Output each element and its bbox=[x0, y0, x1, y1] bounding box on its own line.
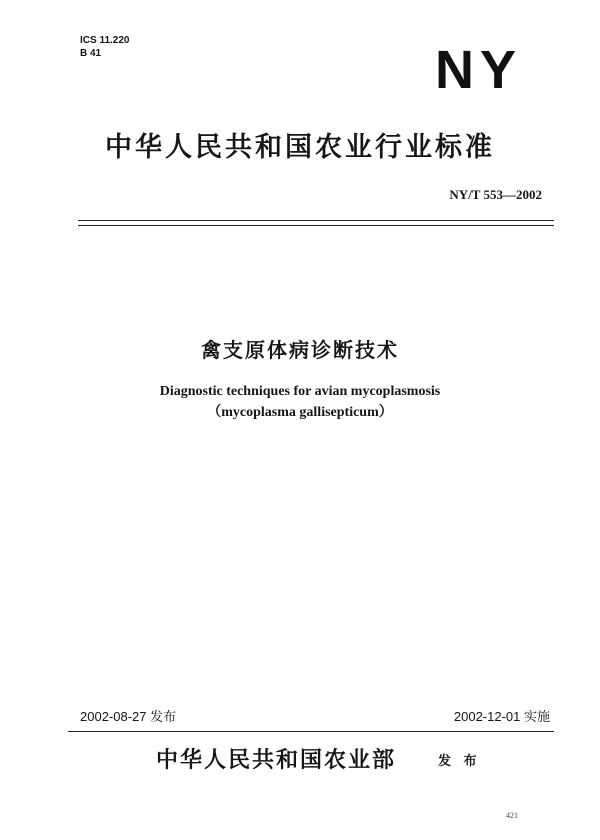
ccs-code: B 41 bbox=[80, 48, 102, 59]
ny-logo: NY bbox=[434, 40, 522, 100]
header-rule-thin bbox=[78, 225, 554, 226]
publish-label: 发 布 bbox=[438, 754, 481, 769]
effective-date: 2002-12-01 实施 bbox=[453, 709, 550, 724]
classification-codes bbox=[80, 34, 129, 60]
header-rule-thick bbox=[78, 220, 554, 221]
document-title-zh: 禽支原体病诊断技术 bbox=[201, 338, 399, 362]
page-number: 421 bbox=[506, 811, 518, 820]
document-subtitle-en: （mycoplasma gallisepticum） bbox=[207, 405, 393, 420]
issue-date: 2002-08-27 发布 bbox=[80, 709, 177, 724]
footer-rule bbox=[68, 731, 554, 732]
standard-type-title: 中华人民共和国农业行业标准 bbox=[105, 132, 495, 163]
ics-code: ICS 11.220 bbox=[80, 35, 130, 46]
standard-code: NY/T 553—2002 bbox=[449, 187, 542, 202]
document-title-en: Diagnostic techniques for avian mycoplasmosis bbox=[159, 384, 441, 399]
publisher-name: 中华人民共和国农业部 bbox=[156, 748, 397, 773]
